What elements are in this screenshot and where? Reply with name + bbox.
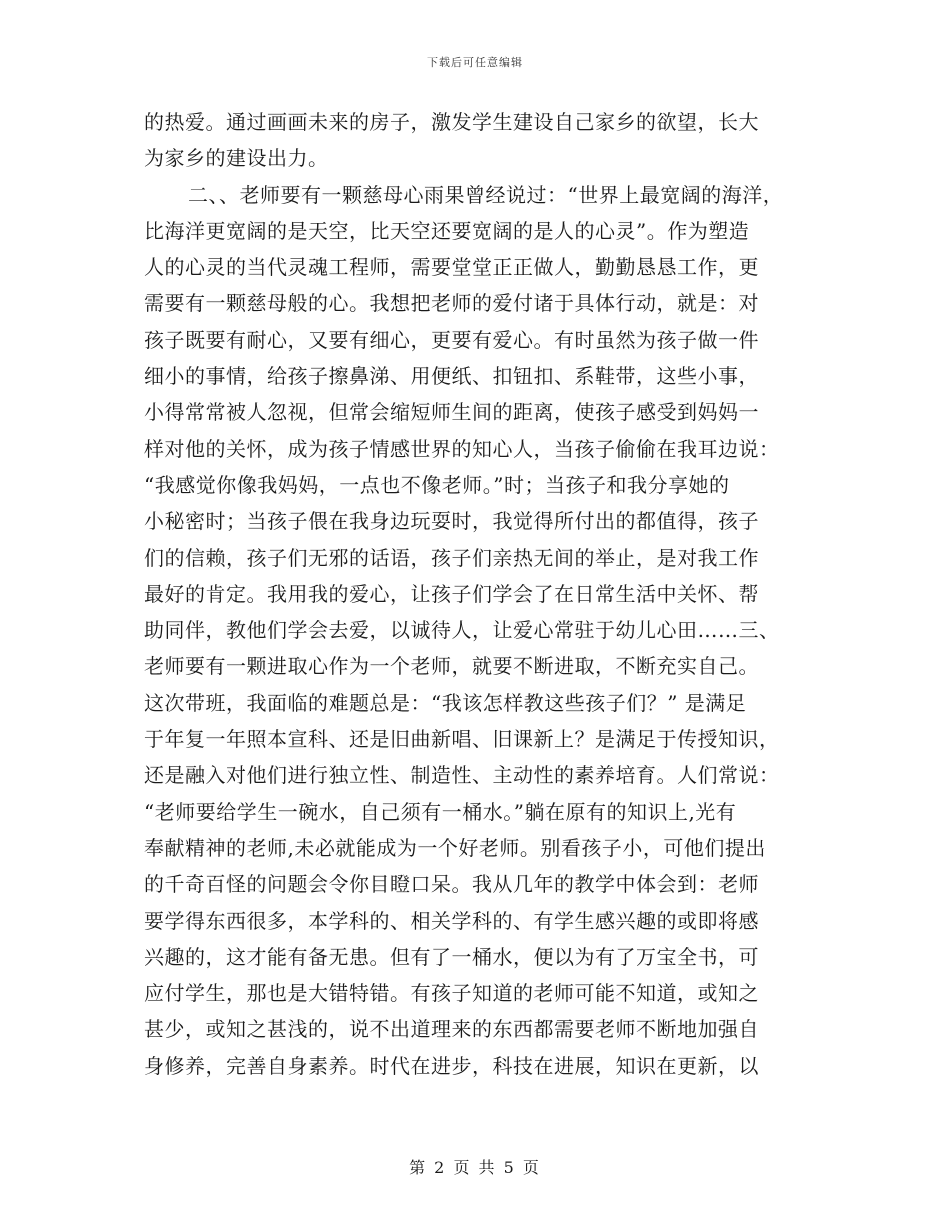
page-number-footer: 第 2 页 共 5 页 [409,1158,541,1177]
text-line: 要学得东西很多，本学科的、相关学科的、有学生感兴趣的或即将感 [144,908,759,933]
text-line: 最好的肯定。我用我的爱心，让孩子们学会了在日常生活中关怀、帮 [144,581,759,606]
text-line: 甚少，或知之甚浅的，说不出道理来的东西都需要老师不断地加强自 [144,1017,759,1042]
text-line: 奉献精神的老师,未必就能成为一个好老师。别看孩子小，可他们提出 [144,835,766,860]
text-line: 们的信赖，孩子们无邪的话语，孩子们亲热无间的举止，是对我工作 [144,545,759,570]
text-line: “老师要给学生一碗水，自己须有一桶水。”躺在原有的知识上,光有 [144,799,737,824]
text-line: 小秘密时；当孩子偎在我身边玩耍时，我觉得所付出的都值得，孩子 [144,509,759,534]
text-line: 身修养，完善自身素养。时代在进步，科技在进展，知识在更新，以 [144,1053,759,1078]
text-line: 还是融入对他们进行独立性、制造性、主动性的素养培育。人们常说： [144,763,780,788]
text-line: 二、、老师要有一颗慈母心雨果曾经说过：“世界上最宽阔的海洋， [188,182,784,207]
text-line: 细小的事情，给孩子擦鼻涕、用便纸、扣钮扣、系鞋带，这些小事， [144,364,759,389]
text-line: 于年复一年照本宣科、还是旧曲新唱、旧课新上？是满足于传授知识， [144,727,780,752]
text-line: 这次带班，我面临的难题总是：“我该怎样教这些孩子们？” 是满足 [144,690,747,715]
text-line: 应付学生，那也是大错特错。有孩子知道的老师可能不知道，或知之 [144,981,759,1006]
text-line: 样对他的关怀，成为孩子情感世界的知心人，当孩子偷偷在我耳边说： [144,436,780,461]
text-line: 为家乡的建设出力。 [144,146,329,171]
text-line: 人的心灵的当代灵魂工程师，需要堂堂正正做人，勤勤恳恳工作，更 [144,255,759,280]
page-header-note: 下载后可任意编辑 [427,56,523,69]
text-line: 兴趣的，这才能有备无患。但有了一桶水，便以为有了万宝全书，可 [144,944,759,969]
text-line: 助同伴，教他们学会去爱，以诚待人，让爱心常驻于幼儿心田……三、 [144,618,780,643]
text-line: 的热爱。通过画画未来的房子，激发学生建设自己家乡的欲望，长大 [144,110,759,134]
text-line: 比海洋更宽阔的是天空，比天空还要宽阔的是人的心灵”。作为塑造 [144,218,750,243]
text-line: 的千奇百怪的问题会令你目瞪口呆。我从几年的教学中体会到：老师 [144,872,759,897]
text-line: “我感觉你像我妈妈，一点也不像老师。”时；当孩子和我分享她的 [144,472,730,497]
text-line: 需要有一颗慈母般的心。我想把老师的爱付诸于具体行动，就是：对 [144,291,759,316]
text-line: 小得常常被人忽视，但常会缩短师生间的距离，使孩子感受到妈妈一 [144,400,759,425]
text-line: 孩子既要有耐心，又要有细心，更要有爱心。有时虽然为孩子做一件 [144,327,759,352]
document-body [144,104,809,1084]
text-line: 老师要有一颗进取心作为一个老师，就要不断进取，不断充实自己。 [144,654,759,679]
